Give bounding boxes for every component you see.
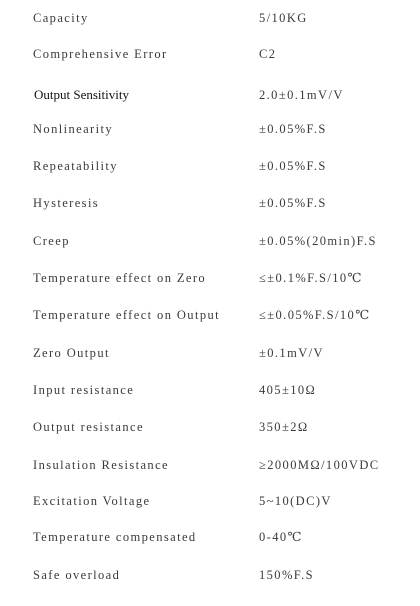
spec-value: ≥2000MΩ/100VDC xyxy=(259,458,380,472)
spec-row-repeatability xyxy=(0,151,420,181)
spec-row-capacity xyxy=(0,3,420,33)
spec-value: 5~10(DC)V xyxy=(259,494,332,508)
spec-value: ±0.1mV/V xyxy=(259,346,324,360)
spec-row-temperature-effect-zero xyxy=(0,263,420,293)
spec-value: 0-40℃ xyxy=(259,530,303,544)
spec-label: Insulation Resistance xyxy=(33,458,169,472)
spec-row-temperature-effect-output xyxy=(0,300,420,330)
spec-label: Hysteresis xyxy=(33,196,100,210)
spec-label: Output resistance xyxy=(33,420,144,434)
spec-label: Nonlinearity xyxy=(33,122,113,136)
spec-row-hysteresis xyxy=(0,188,420,218)
spec-row-output-resistance xyxy=(0,412,420,442)
spec-row-temperature-compensated xyxy=(0,522,420,552)
spec-row-output-sensitivity xyxy=(0,80,420,110)
spec-row-creep xyxy=(0,226,420,256)
spec-value: 350±2Ω xyxy=(259,420,309,434)
spec-label: Output Sensitivity xyxy=(34,87,129,102)
spec-value: 2.0±0.1mV/V xyxy=(259,88,344,102)
spec-row-insulation-resistance xyxy=(0,450,420,480)
spec-value: 405±10Ω xyxy=(259,383,317,397)
spec-value: ±0.05%F.S xyxy=(259,196,327,210)
spec-label: Creep xyxy=(33,234,70,248)
spec-row-zero-output xyxy=(0,338,420,368)
spec-value: ≤±0.1%F.S/10℃ xyxy=(259,271,363,285)
spec-row-excitation-voltage xyxy=(0,486,420,516)
spec-value: ±0.05%F.S xyxy=(259,122,327,136)
spec-row-nonlinearity xyxy=(0,114,420,144)
spec-row-safe-overload xyxy=(0,560,420,590)
spec-label: Excitation Voltage xyxy=(33,494,151,508)
spec-label: Temperature compensated xyxy=(33,530,197,544)
spec-label: Safe overload xyxy=(33,568,121,582)
spec-label: Comprehensive Error xyxy=(33,47,168,61)
spec-row-input-resistance xyxy=(0,375,420,405)
spec-row-comprehensive-error xyxy=(0,39,420,69)
spec-label: Temperature effect on Output xyxy=(33,308,220,322)
spec-label: Zero Output xyxy=(33,346,110,360)
spec-label: Capacity xyxy=(33,11,89,25)
spec-value: C2 xyxy=(259,47,277,61)
spec-value: 5/10KG xyxy=(259,11,308,25)
spec-label: Input resistance xyxy=(33,383,135,397)
spec-value: ≤±0.05%F.S/10℃ xyxy=(259,308,371,322)
spec-label: Repeatability xyxy=(33,159,118,173)
spec-value: ±0.05%(20min)F.S xyxy=(259,234,377,248)
spec-value: 150%F.S xyxy=(259,568,314,582)
spec-label: Temperature effect on Zero xyxy=(33,271,207,285)
spec-value: ±0.05%F.S xyxy=(259,159,327,173)
